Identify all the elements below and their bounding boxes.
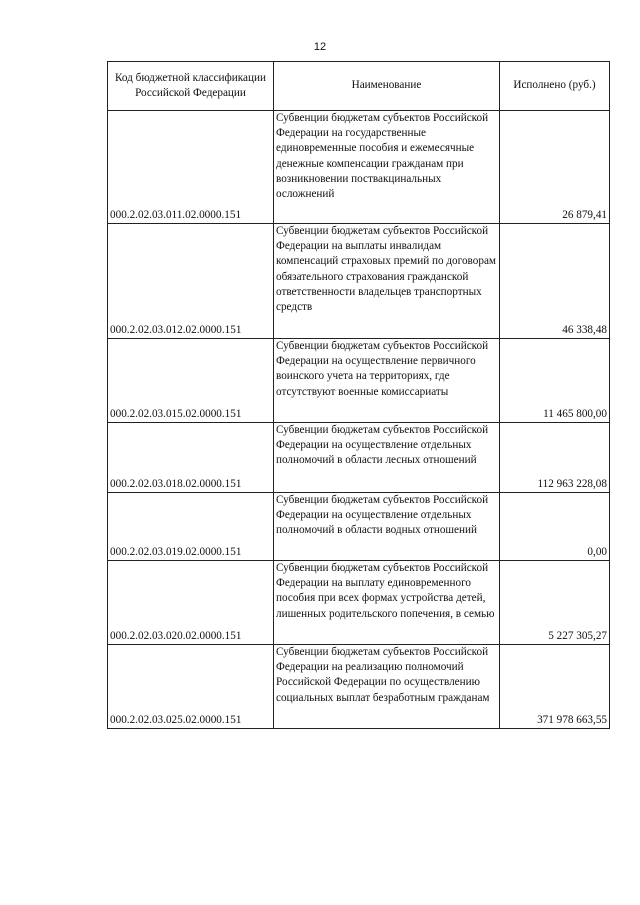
row-name: Субвенции бюджетам субъектов Российской Федерации на выплату единовременного пособия при всех формах устройства детей, лишенных родительского попечения, в семью (274, 561, 500, 645)
row-code: 000.2.02.03.012.02.0000.151 (108, 224, 274, 339)
row-amount: 0,00 (500, 493, 610, 561)
header-code: Код бюджетной классификации Российской Федерации (108, 62, 274, 111)
row-code: 000.2.02.03.018.02.0000.151 (108, 423, 274, 493)
row-amount: 5 227 305,27 (500, 561, 610, 645)
budget-execution-table (107, 61, 610, 729)
row-amount: 371 978 663,55 (500, 645, 610, 729)
row-amount: 112 963 228,08 (500, 423, 610, 493)
row-name: Субвенции бюджетам субъектов Российской Федерации на осуществление первичного воинского учета на территориях, где отсутствуют военные комиссариаты (274, 339, 500, 423)
header-amount: Исполнено (руб.) (500, 62, 610, 111)
row-name: Субвенции бюджетам субъектов Российской Федерации на выплаты инвалидам компенсаций страховых премий по договорам обязательного страхования гражданской ответственности владельцев транспортных средств (274, 224, 500, 339)
page-number: 12 (313, 41, 327, 53)
row-name: Субвенции бюджетам субъектов Российской Федерации на осуществление отдельных полномочий в области водных отношений (274, 493, 500, 561)
header-name: Наименование (274, 62, 500, 111)
table-row (108, 423, 610, 493)
table-row (108, 493, 610, 561)
row-name: Субвенции бюджетам субъектов Российской Федерации на государственные единовременные пособия и ежемесячные денежные компенсации гражданам при возникновении поствакцинальных осложнений (274, 111, 500, 224)
table-header (108, 62, 610, 111)
row-amount: 11 465 800,00 (500, 339, 610, 423)
row-code: 000.2.02.03.019.02.0000.151 (108, 493, 274, 561)
row-amount: 46 338,48 (500, 224, 610, 339)
row-amount: 26 879,41 (500, 111, 610, 224)
row-name: Субвенции бюджетам субъектов Российской Федерации на осуществление отдельных полномочий в области лесных отношений (274, 423, 500, 493)
table-row (108, 561, 610, 645)
table-row (108, 339, 610, 423)
table-row (108, 224, 610, 339)
table-body (108, 111, 610, 729)
row-code: 000.2.02.03.011.02.0000.151 (108, 111, 274, 224)
row-code: 000.2.02.03.025.02.0000.151 (108, 645, 274, 729)
table-row (108, 645, 610, 729)
row-code: 000.2.02.03.020.02.0000.151 (108, 561, 274, 645)
row-code: 000.2.02.03.015.02.0000.151 (108, 339, 274, 423)
row-name: Субвенции бюджетам субъектов Российской Федерации на реализацию полномочий Российской Федерации по осуществлению социальных выплат безработным гражданам (274, 645, 500, 729)
table-header-row (108, 62, 610, 111)
table-row (108, 111, 610, 224)
